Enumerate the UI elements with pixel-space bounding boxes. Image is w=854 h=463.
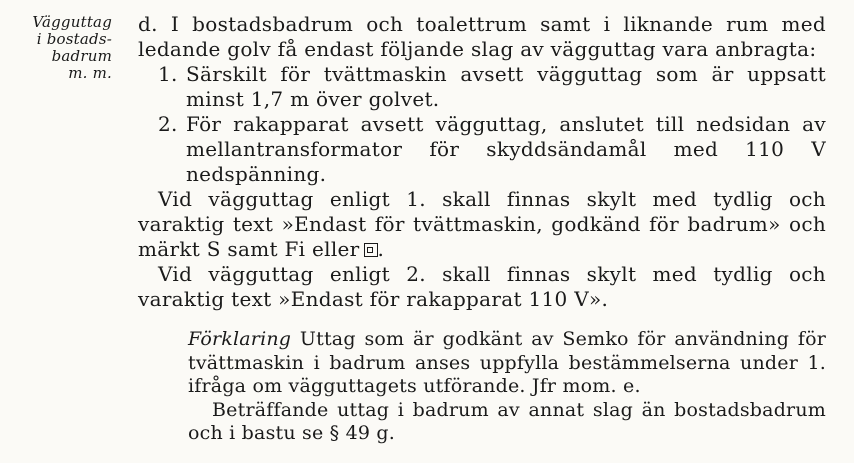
explanation-paragraph bbox=[188, 328, 826, 399]
list-item-text: Särskilt för tvättmaskin avsett vägguttag som är uppsatt minst 1,7 m över golvet. bbox=[186, 62, 826, 111]
margin-note-line: badrum bbox=[51, 47, 112, 65]
list-item-text: För rakapparat avsett vägguttag, anslutet till nedsidan av mellantransformator för skyddsändamål med 110 V nedspänning. bbox=[186, 112, 826, 186]
section-intro: d. I bostadsbadrum och toalettrum samt i liknande rum med ledande golv få endast följande slag av vägguttag vara anbragta: bbox=[138, 12, 826, 61]
margin-note-line: Vägguttag bbox=[32, 13, 112, 31]
margin-note bbox=[0, 14, 112, 82]
list-item-number: 2. bbox=[158, 112, 178, 136]
margin-note-line: m. m. bbox=[68, 64, 112, 82]
section-body bbox=[138, 12, 826, 312]
paragraph-end: . bbox=[377, 237, 385, 261]
margin-note-line: i bostads- bbox=[36, 30, 112, 48]
paragraph-sign-shaver: Vid vägguttag enligt 2. skall finnas skylt med tydlig och varaktig text »Endast för rakapparat 110 V». bbox=[138, 262, 826, 311]
explanation-note bbox=[188, 328, 826, 446]
list-item bbox=[138, 112, 826, 187]
paragraph-text: Vid vägguttag enligt 1. skall finnas skylt med tydlig och varaktig text »Endast för tvättmaskin, godkänd för badrum» och märkt S samt Fi eller bbox=[138, 187, 826, 261]
explanation-lead: Förklaring bbox=[188, 328, 292, 350]
double-square-symbol-icon bbox=[364, 243, 378, 257]
explanation-text: Uttag som är godkänt av Semko för användning för tvättmaskin i badrum anses uppfylla bestämmelserna under 1. ifråga om vägguttagets utförande. Jfr mom. e. bbox=[188, 328, 826, 397]
list-item bbox=[138, 62, 826, 112]
paragraph-sign-washer bbox=[138, 187, 826, 262]
explanation-paragraph-2: Beträffande uttag i badrum av annat slag än bostadsbadrum och i bastu se § 49 g. bbox=[188, 398, 826, 444]
list-item-number: 1. bbox=[158, 62, 178, 86]
